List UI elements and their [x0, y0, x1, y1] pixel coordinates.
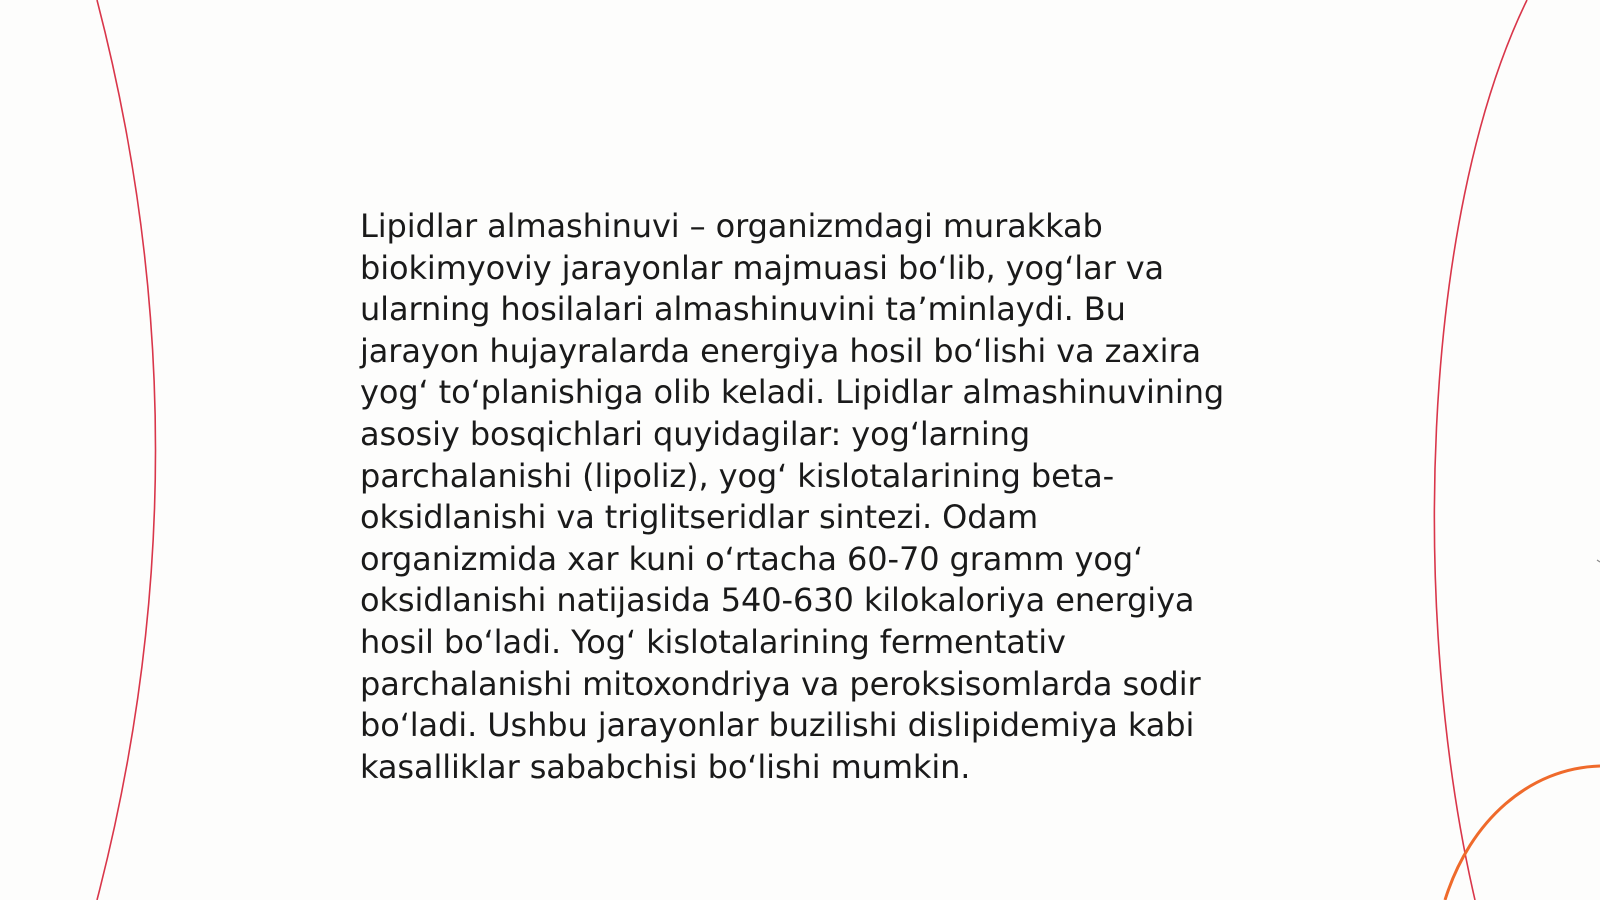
body-line: kasalliklar sababchisi boʻlishi mumkin. — [360, 747, 971, 786]
body-line: parchalanishi (lipoliz), yogʻ kislotalarining beta- — [360, 456, 1115, 495]
corner-arc — [1445, 766, 1600, 900]
left-arc — [97, 0, 156, 900]
body-line: ularning hosilalari almashinuvini taʼminlaydi. Bu — [360, 290, 1126, 329]
body-line: yogʻ toʻplanishiga olib keladi. Lipidlar almashinuvining — [360, 373, 1225, 412]
body-line: hosil boʻladi. Yogʻ kislotalarining fermentativ — [360, 622, 1066, 661]
body-line: Lipidlar almashinuvi – organizmdagi murakkab — [360, 207, 1103, 245]
body-line: organizmida xar kuni oʻrtacha 60-70 gramm yogʻ — [360, 539, 1144, 578]
body-line: asosiy bosqichlari quyidagilar: yogʻlarning — [360, 414, 1031, 453]
body-line: jarayon hujayralarda energiya hosil boʻlishi va zaxira — [360, 331, 1202, 370]
right-arc — [1434, 0, 1527, 900]
body-line: oksidlanishi natijasida 540-630 kilokaloriya energiya — [360, 581, 1195, 620]
body-line: boʻladi. Ushbu jarayonlar buzilishi dislipidemiya kabi — [360, 706, 1195, 745]
body-line: parchalanishi mitoxondriya va peroksisomlarda sodir — [360, 664, 1201, 703]
body-paragraph — [360, 206, 1260, 788]
body-line: biokimyoviy jarayonlar majmuasi boʻlib, yogʻlar va — [360, 248, 1165, 287]
body-line: oksidlanishi va triglitseridlar sintezi. Odam — [360, 498, 1039, 537]
